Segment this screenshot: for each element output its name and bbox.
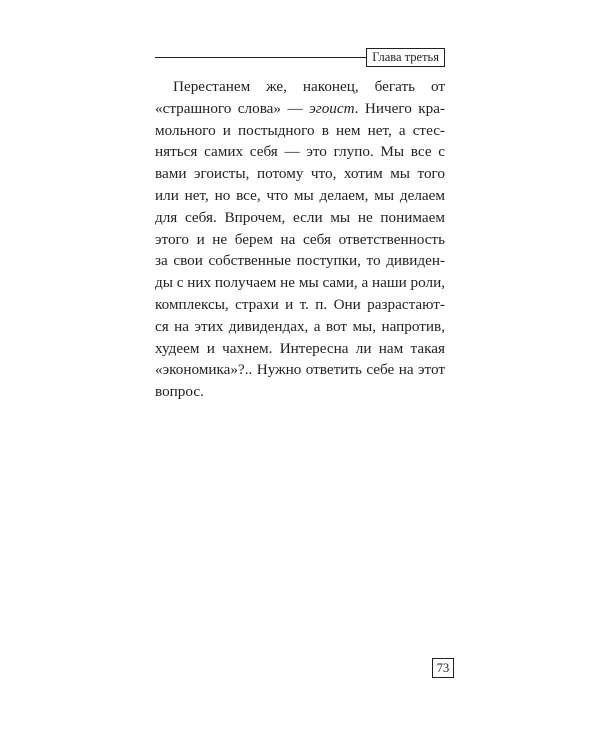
chapter-title: Глава третья xyxy=(366,48,445,67)
text-line: или нет, но все, что мы делаем, мы делаем xyxy=(155,186,445,204)
body-paragraph xyxy=(155,76,445,403)
emphasized-word: эгоист xyxy=(309,99,355,117)
text-line: за свои собственные поступки, то дивиден- xyxy=(155,252,445,270)
text-line: «экономика»?.. Нужно ответить себе на этот xyxy=(155,361,445,379)
text-run: «страшного слова» — xyxy=(155,99,310,117)
text-line: комплексы, страхи и т. п. Они разрастают- xyxy=(155,295,445,313)
text-line: ся на этих дивидендах, а вот мы, напротив, xyxy=(155,317,445,335)
text-line: няться самих себя — это глупо. Мы все с xyxy=(155,143,445,161)
text-line: этого и не берем на себя ответственность xyxy=(155,230,445,248)
text-line: ды с них получаем не мы сами, а наши роли, xyxy=(155,274,445,292)
running-head xyxy=(155,48,445,68)
text-run: . Ничего кра- xyxy=(354,99,445,117)
text-line: Перестанем же, наконец, бегать от xyxy=(173,78,445,95)
text-line: вопрос. xyxy=(155,383,204,401)
text-line: худеем и чахнем. Интересна ли нам такая xyxy=(155,339,445,357)
text-line: вами эгоисты, потому что, хотим мы того xyxy=(155,165,445,183)
text-line xyxy=(155,98,445,120)
page-number: 73 xyxy=(432,658,454,678)
text-line: мольного и постыдного в нем нет, а стес- xyxy=(155,121,445,139)
text-line: для себя. Впрочем, если мы не понимаем xyxy=(155,208,445,226)
